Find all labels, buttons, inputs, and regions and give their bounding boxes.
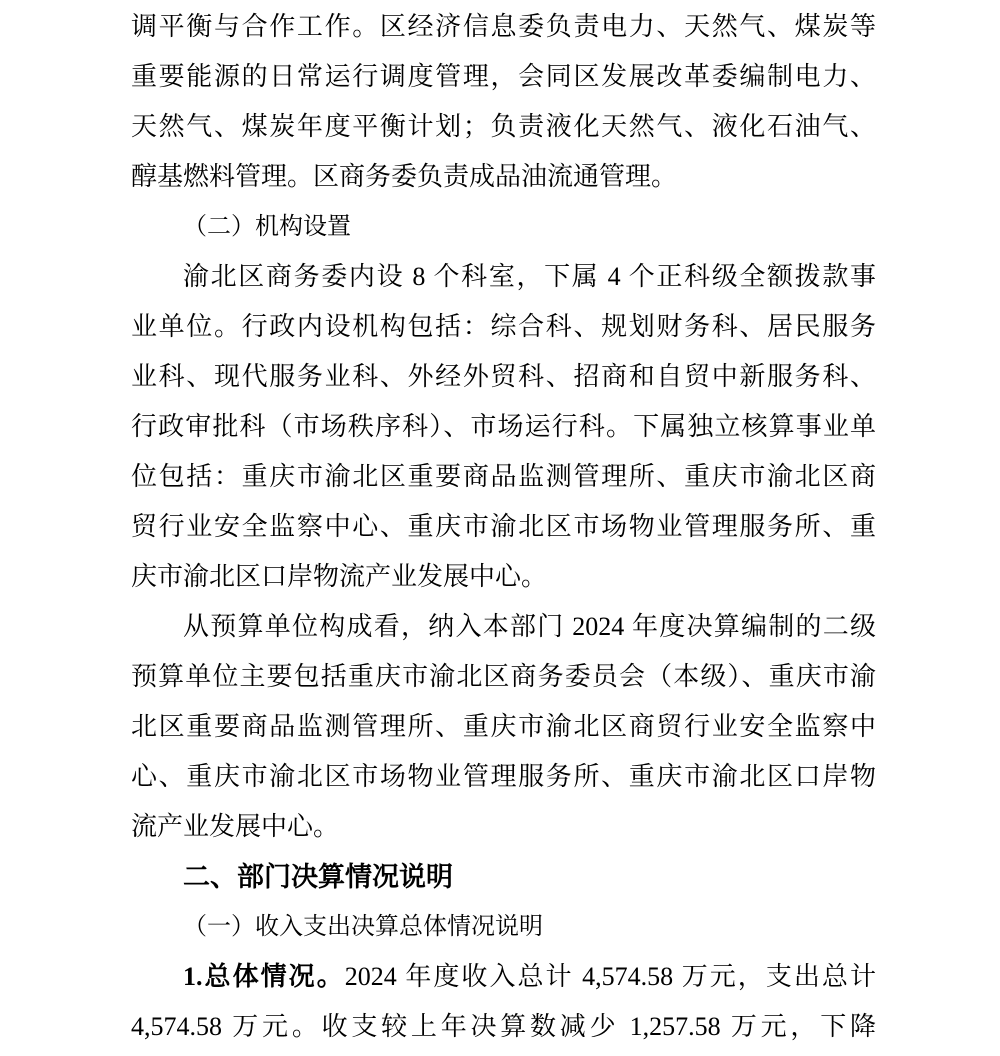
paragraph-line: 业单位。行政内设机构包括：综合科、规划财务科、居民服务 — [131, 312, 876, 341]
bold-run-overall-situation: 1.总体情况。 — [183, 962, 345, 991]
paragraph-line: 醇基燃料管理。区商务委负责成品油流通管理。 — [131, 162, 678, 191]
paragraph-line: 渝北区商务委内设 8 个科室，下属 4 个正科级全额拨款事 — [183, 262, 876, 291]
paragraph-line: 从预算单位构成看，纳入本部门 2024 年度决算编制的二级 — [183, 612, 876, 641]
subsection-heading-revenue-expenditure: （一）收入支出决算总体情况说明 — [183, 914, 543, 940]
paragraph-line: 庆市渝北区口岸物流产业发展中心。 — [131, 562, 548, 591]
paragraph-line: 4,574.58 万元。收支较上年决算数减少 1,257.58 万元，下降 — [131, 1012, 876, 1041]
text-run: 2024 年度收入总计 4,574.58 万元，支出总计 — [344, 962, 876, 991]
paragraph-line: 业科、现代服务业科、外经外贸科、招商和自贸中新服务科、 — [131, 362, 876, 391]
section-heading-final-accounts: 二、部门决算情况说明 — [183, 862, 453, 892]
paragraph-line — [131, 952, 876, 1002]
paragraph-line: 天然气、煤炭年度平衡计划；负责液化天然气、液化石油气、 — [131, 112, 876, 141]
subsection-heading-org-structure: （二）机构设置 — [183, 214, 351, 240]
paragraph-line: 心、重庆市渝北区市场物业管理服务所、重庆市渝北区口岸物 — [131, 762, 876, 791]
paragraph-line: 调平衡与合作工作。区经济信息委负责电力、天然气、煤炭等 — [131, 12, 876, 41]
paragraph-line: 北区重要商品监测管理所、重庆市渝北区商贸行业安全监察中 — [131, 712, 876, 741]
paragraph-line: 位包括：重庆市渝北区重要商品监测管理所、重庆市渝北区商 — [131, 462, 876, 491]
paragraph-line: 贸行业安全监察中心、重庆市渝北区市场物业管理服务所、重 — [131, 512, 876, 541]
paragraph-line: 重要能源的日常运行调度管理，会同区发展改革委编制电力、 — [131, 62, 876, 91]
paragraph-line: 行政审批科（市场秩序科）、市场运行科。下属独立核算事业单 — [131, 412, 876, 441]
paragraph-line: 预算单位主要包括重庆市渝北区商务委员会（本级）、重庆市渝 — [131, 662, 876, 691]
document-text-block — [131, 2, 876, 1052]
paragraph-line: 流产业发展中心。 — [131, 812, 340, 841]
